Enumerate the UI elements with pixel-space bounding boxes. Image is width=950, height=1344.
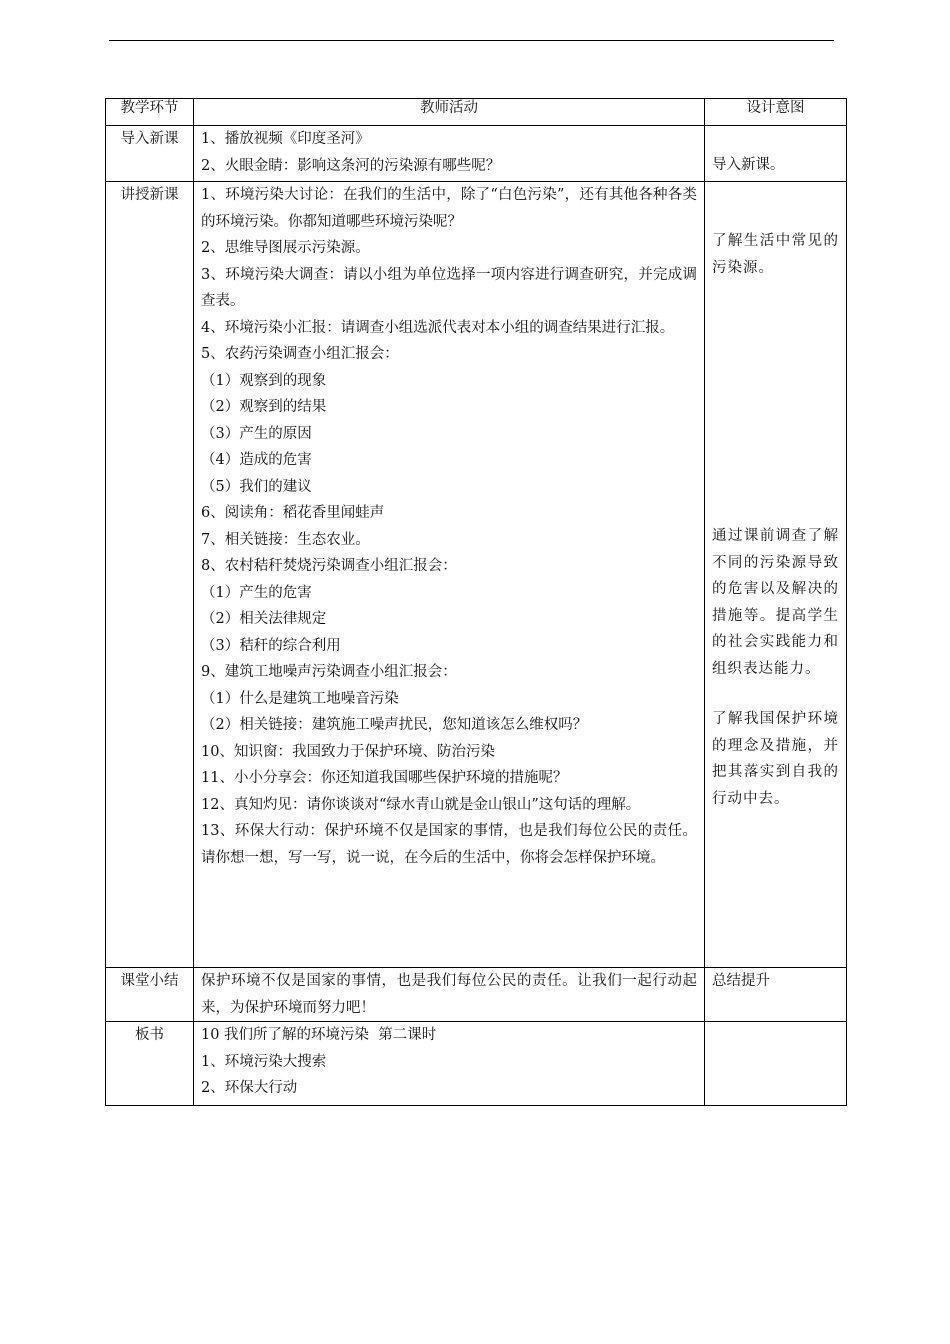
activity-item: 11、小小分享会：你还知道我国哪些保护环境的措施呢？ xyxy=(201,770,568,786)
activity-item: 9、建筑工地噪声污染调查小组汇报会： xyxy=(201,664,457,680)
activity-item: 2、火眼金睛：影响这条河的污染源有哪些呢？ xyxy=(201,157,501,174)
activity-item: （2）相关法律规定 xyxy=(201,611,327,627)
activity-item: （4）造成的危害 xyxy=(201,452,312,468)
activity-item: （3）秸秆的综合利用 xyxy=(201,637,341,654)
table-header-row xyxy=(106,99,847,126)
activity-item: 7、相关链接：生态农业。 xyxy=(201,531,370,548)
row-board xyxy=(106,1022,847,1106)
stage-board: 板书 xyxy=(106,1022,194,1106)
stage-summary: 课堂小结 xyxy=(106,968,194,1022)
activity-item: 4、环境污染小汇报：请调查小组选派代表对本小组的调查结果进行汇报。 xyxy=(201,319,675,336)
activity-item: （1）什么是建筑工地噪音污染 xyxy=(201,690,399,707)
activity-item: （5）我们的建议 xyxy=(201,478,312,495)
header-activity: 教师活动 xyxy=(194,99,705,126)
intent-teach xyxy=(705,182,847,968)
activity-item: 2、环保大行动 xyxy=(201,1080,298,1096)
intent-board xyxy=(705,1022,847,1106)
intent-text: 了解我国保护环境的理念及措施，并把其落实到自我的行动中去。 xyxy=(712,711,839,807)
activity-item: （3）产生的原因 xyxy=(201,425,312,442)
activity-item: 1、播放视频《印度圣河》 xyxy=(201,131,370,147)
activity-item: 10、知识窗：我国致力于保护环境、防治污染 xyxy=(201,743,495,760)
activity-item: 6、阅读角：稻花香里闻蛙声 xyxy=(201,505,385,521)
activity-item: （2）观察到的结果 xyxy=(201,399,327,415)
row-teach xyxy=(106,182,847,968)
header-rule xyxy=(109,40,834,41)
intent-text: 了解生活中常见的污染源。 xyxy=(712,233,839,276)
activity-item: （2）相关链接：建筑施工噪声扰民，您知道该怎么维权吗？ xyxy=(201,717,588,733)
activity-item: （1）观察到的现象 xyxy=(201,372,327,389)
activity-item: 1、环境污染大讨论：在我们的生活中，除了“白色污染”，还有其他各种各类的环境污染。你都知道哪些环境污染呢？ xyxy=(201,187,697,230)
activity-item: 13、环保大行动：保护环境不仅是国家的事情，也是我们每位公民的责任。请你想一想，写一写，说一说，在今后的生活中，你将会怎样保护环境。 xyxy=(201,823,697,866)
activity-item: 10 我们所了解的环境污染 第二课时 xyxy=(201,1027,437,1043)
activity-summary xyxy=(194,968,705,1022)
activity-item: 保护环境不仅是国家的事情，也是我们每位公民的责任。让我们一起行动起来，为保护环境而努力吧！ xyxy=(201,973,697,1016)
activity-item: 5、农药污染调查小组汇报会： xyxy=(201,346,399,362)
activity-board xyxy=(194,1022,705,1106)
activity-teach xyxy=(194,182,705,968)
row-intro xyxy=(106,126,847,182)
intent-text: 导入新课。 xyxy=(712,157,785,173)
intent-summary xyxy=(705,968,847,1022)
activity-item: （1）产生的危害 xyxy=(201,584,312,601)
activity-item: 3、环境污染大调查：请以小组为单位选择一项内容进行调查研究，并完成调查表。 xyxy=(201,266,697,309)
intent-text: 通过课前调查了解不同的污染源导致的危害以及解决的措施等。提高学生的社会实践能力和组织表达能力。 xyxy=(712,528,839,677)
activity-item: 1、环境污染大搜索 xyxy=(201,1053,327,1070)
stage-intro: 导入新课 xyxy=(106,126,194,182)
lesson-plan-table xyxy=(105,98,847,1106)
header-stage: 教学环节 xyxy=(106,99,194,126)
activity-intro xyxy=(194,126,705,182)
activity-item: 8、农村秸秆焚烧污染调查小组汇报会： xyxy=(201,558,457,574)
activity-item: 12、真知灼见：请你谈谈对“绿水青山就是金山银山”这句话的理解。 xyxy=(201,796,641,813)
header-intent: 设计意图 xyxy=(705,99,847,126)
intent-text: 总结提升 xyxy=(712,973,770,989)
intent-intro xyxy=(705,126,847,182)
stage-teach: 讲授新课 xyxy=(106,182,194,968)
row-summary xyxy=(106,968,847,1022)
activity-item: 2、思维导图展示污染源。 xyxy=(201,240,370,256)
